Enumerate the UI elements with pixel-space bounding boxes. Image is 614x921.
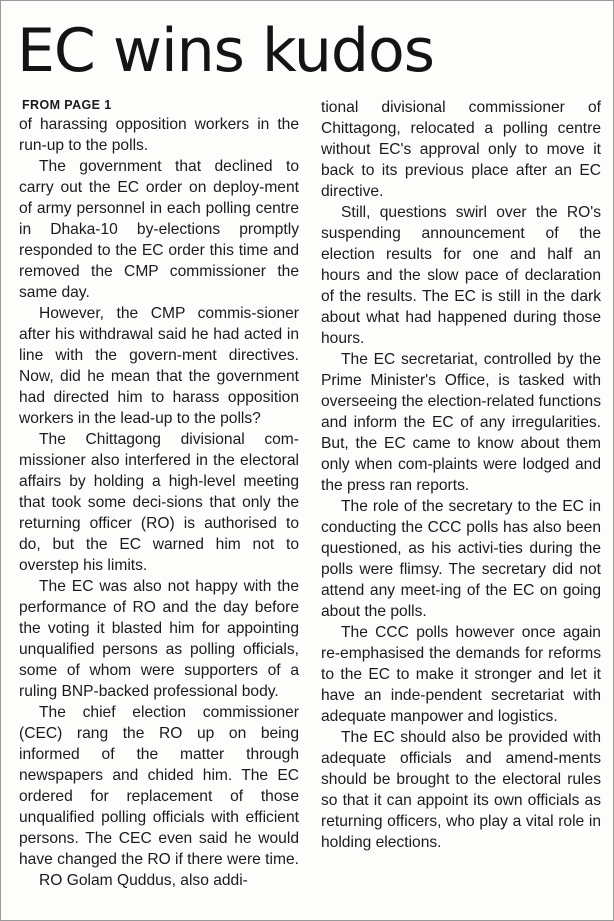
continuation-kicker: FROM PAGE 1 — [22, 98, 112, 112]
headline: EC wins kudos — [17, 16, 434, 86]
paragraph: The CCC polls however once again re-emphasised the demands for reforms to the EC to make it stronger and let it have an inde-pendent secretariat with adequate manpower and logistics. — [321, 624, 601, 725]
paragraph: The chief election commissioner (CEC) rang the RO up on being informed of the matter through newspapers and chided him. The EC ordered for replacement of those unqualified polling officials with efficient persons. The CEC even said he would have changed the RO if there were time. — [19, 704, 299, 868]
paragraph: The Chittagong divisional com-missioner also interfered in the electoral affairs by holding a high-level meeting that took some deci-sions that only the returning officer (RO) is authorised to do, but the EC warned him not to overstep his limits. — [19, 431, 299, 574]
paragraph: The EC secretariat, controlled by the Prime Minister's Office, is tasked with overseeing the election-related functions and inform the EC of any irregularities. But, the EC came to know about them only when com-plaints were lodged and the press ran reports. — [321, 351, 601, 494]
paragraph: The EC should also be provided with adequate officials and amend-ments should be brought to the electoral rules so that it can appoint its own officials as returning officers, who play a vital role in holding elections. — [321, 729, 601, 851]
paragraph: Still, questions swirl over the RO's suspending announcement of the election results for one and half an hours and the slow pace of declaration of the results. The EC is still in the dark about what had happened during those hours. — [321, 204, 601, 347]
article-column-right — [321, 97, 601, 853]
paragraph: of harassing opposition workers in the run-up to the polls. — [19, 116, 299, 154]
paragraph: RO Golam Quddus, also addi- — [39, 872, 248, 889]
paragraph: The EC was also not happy with the performance of RO and the day before the voting it blasted him for appointing unqualified persons as polling officials, some of whom were supporters of a ruling BNP-backed professional body. — [19, 578, 299, 700]
paragraph: The role of the secretary to the EC in conducting the CCC polls has also been questioned, as his activi-ties during the polls were flimsy. The secretary did not attend any meet-ing of the EC on going about the polls. — [321, 498, 601, 620]
paragraph: tional divisional commissioner of Chittagong, relocated a polling centre without EC's approval only to move it back to its previous place after an EC directive. — [321, 99, 601, 200]
paragraph: The government that declined to carry out the EC order on deploy-ment of army personnel in each polling centre in Dhaka-10 by-elections promptly responded to the EC order this time and removed the CMP commissioner the same day. — [19, 158, 299, 301]
article-column-left — [19, 97, 299, 891]
paragraph: However, the CMP commis-sioner after his withdrawal said he had acted in line with the govern-ment directives. Now, did he mean that the government had directed him to harass opposition workers in the lead-up to the polls? — [19, 305, 299, 427]
